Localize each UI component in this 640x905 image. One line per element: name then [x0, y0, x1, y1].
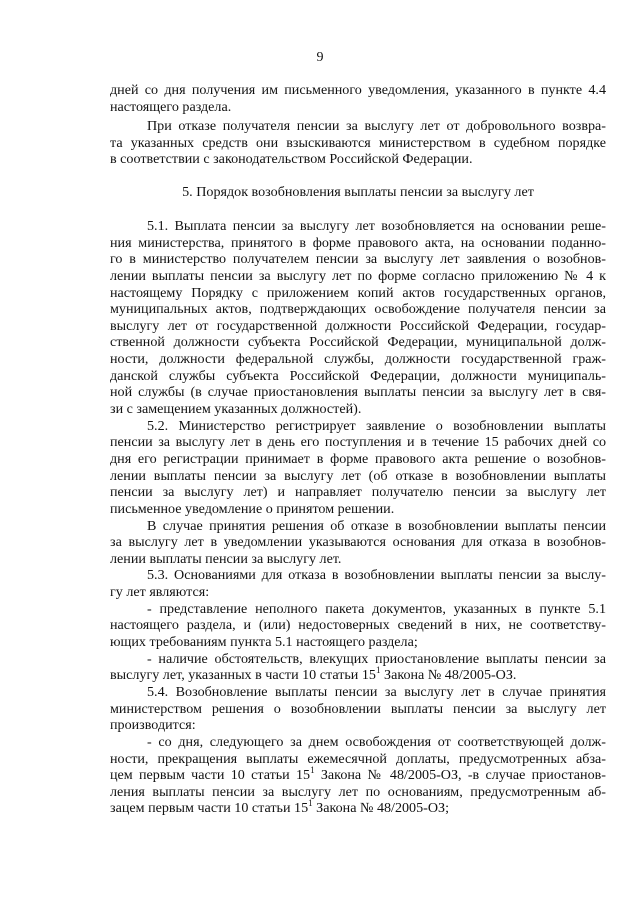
text-line-content: производится: — [110, 717, 196, 734]
text-line-content: выслугу лет от государственной должности Российской Федерации, государ- — [110, 317, 606, 334]
text-line — [110, 418, 606, 435]
text-line — [110, 351, 606, 368]
text-line-content: лении выплаты пенсии за выслугу лет (об отказе в возобновлении выплаты — [110, 467, 606, 484]
text-line — [110, 251, 606, 268]
text-line — [110, 99, 606, 116]
text-line — [110, 551, 606, 568]
text-line — [110, 301, 606, 318]
text-line — [110, 501, 606, 518]
text-line-content: гу лет являются: — [110, 584, 210, 601]
text-line-content: цем первым части 10 статьи 15 — [110, 767, 311, 784]
text-line — [110, 434, 606, 451]
text-line — [110, 82, 606, 99]
text-line — [110, 784, 606, 801]
text-line-content: ной службы (в случае приостановления выплаты пенсии за выслугу лет в свя- — [110, 384, 606, 401]
text-line-tail: Закона № 48/2005-ОЗ; — [312, 800, 449, 817]
text-line-content: ности, должности федеральной службы, должности государственной граж- — [110, 351, 606, 368]
text-line-content: данской службы субъекта Российской Федерации, должности муниципаль- — [110, 367, 606, 384]
text-line — [110, 118, 606, 135]
text-line — [110, 401, 606, 418]
text-line-content: та указанных средств они взыскиваются министерством в судебном порядке — [110, 134, 606, 151]
text-line-content: зи с замещением указанных должностей). — [110, 401, 362, 418]
text-line-content: лении выплаты пенсии за выслугу лет. — [110, 550, 342, 567]
text-line — [110, 285, 606, 302]
text-line-content: 5.1. Выплата пенсии за выслугу лет возобновляется на основании реше- — [147, 218, 606, 234]
text-block — [110, 218, 606, 817]
text-line — [110, 634, 606, 651]
text-line-content: При отказе получателя пенсии за выслугу лет от добровольного возвра- — [147, 118, 606, 134]
text-line — [110, 800, 606, 817]
text-line-content: го в министерство получателем пенсии за выслугу лет заявления о возобнов- — [110, 251, 606, 268]
text-line-content: муниципальных актов, подтверждающих освобождение получателя пенсии за — [110, 301, 606, 318]
superscript: 1 — [310, 765, 315, 776]
text-line — [110, 717, 606, 734]
text-line-content: министерством решения о возобновлении выплаты пенсии за выслугу лет — [110, 700, 606, 717]
text-line-content: пенсии за выслугу лет в день его поступления и в течение 15 рабочих дней со — [110, 434, 606, 451]
text-line-content: лении выплаты пенсии за выслугу лет по форме согласно приложению № 4 к — [110, 267, 606, 284]
text-line-content: 5.2. Министерство регистрирует заявление о возобновлении выплаты — [147, 417, 606, 434]
text-line — [110, 334, 606, 351]
text-line — [110, 468, 606, 485]
text-line-content: - со дня, следующего за днем освобождения от соответствующей долж- — [147, 733, 606, 750]
text-line-content: письменное уведомление о принятом решении. — [110, 500, 395, 517]
text-line-content: дней со дня получения им письменного уведомления, указанного в пункте 4.4 — [110, 82, 606, 98]
text-line — [110, 451, 606, 468]
text-line — [110, 684, 606, 701]
text-line-content: ности, прекращения выплаты ежемесячной доплаты, предусмотренных абза- — [110, 750, 606, 767]
section-heading-wrap — [110, 184, 606, 200]
text-line-content: - наличие обстоятельств, влекущих приостановление выплаты пенсии за — [147, 650, 606, 667]
text-line — [110, 135, 606, 152]
text-line-content: ления выплаты пенсии за выслугу лет по основаниям, предусмотренным аб- — [110, 783, 606, 800]
text-line-content: настоящего раздела. — [110, 98, 232, 115]
text-line — [110, 484, 606, 501]
text-line-content: дня его регистрации принимает в форме правового акта решение о возобнов- — [110, 450, 606, 467]
text-block — [110, 82, 606, 115]
text-line-content: ющих требованиям пункта 5.1 настоящего раздела; — [110, 634, 418, 651]
text-line-content: выслугу лет, указанных в части 10 статьи 15 — [110, 667, 376, 684]
text-line — [110, 268, 606, 285]
text-line-content: пенсии за выслугу лет) и направляет получателю пенсии за выслугу лет — [110, 484, 606, 501]
text-line-content: настоящему Порядку с приложением копий актов государственных органов, — [110, 284, 606, 301]
text-line — [110, 651, 606, 668]
text-line — [110, 701, 606, 718]
text-line — [110, 534, 606, 551]
text-line-content: ния министерства, принятого в форме правового акта, на основании поданно- — [110, 234, 606, 251]
text-line — [110, 751, 606, 768]
text-line-content: - представление неполного пакета документов, указанных в пункте 5.1 — [147, 600, 606, 617]
text-line — [110, 767, 606, 784]
text-line — [110, 617, 606, 634]
text-line — [110, 518, 606, 535]
text-line — [110, 318, 606, 335]
text-line-tail: Закона № 48/2005-ОЗ. — [380, 667, 517, 684]
text-line-content: ственной должности субъекта Российской Федерации, муниципальной долж- — [110, 334, 606, 351]
text-line-content: 5.3. Основаниями для отказа в возобновлении выплаты пенсии за выслу- — [147, 567, 606, 584]
text-line-content: зацем первым части 10 статьи 15 — [110, 800, 309, 817]
text-line — [110, 584, 606, 601]
text-line-tail: Закона № 48/2005-ОЗ, -в случае приостанов- — [314, 767, 606, 784]
text-line-content: В случае принятия решения об отказе в возобновлении выплаты пенсии — [147, 517, 606, 534]
text-line-content: в соответствии с законодательством Российской Федерации. — [110, 151, 473, 168]
superscript: 1 — [308, 798, 313, 809]
text-line-content: за выслугу лет в уведомлении указываются основания для отказа в возобнов- — [110, 534, 606, 551]
text-line — [110, 368, 606, 385]
section-heading: 5. Порядок возобновления выплаты пенсии за выслугу лет — [182, 184, 534, 200]
text-line — [110, 601, 606, 618]
text-line — [110, 667, 606, 684]
superscript: 1 — [375, 665, 381, 676]
text-line — [110, 734, 606, 751]
text-line — [110, 218, 606, 235]
text-line — [110, 384, 606, 401]
page-number: 9 — [316, 50, 324, 65]
text-line — [110, 151, 606, 168]
text-line-content: настоящего раздела, и (или) недостоверных сведений в них, не соответству- — [110, 617, 606, 634]
text-line — [110, 567, 606, 584]
text-line — [110, 235, 606, 252]
text-line-content: 5.4. Возобновление выплаты пенсии за выслугу лет в случае принятия — [147, 683, 606, 700]
text-block — [110, 118, 606, 168]
